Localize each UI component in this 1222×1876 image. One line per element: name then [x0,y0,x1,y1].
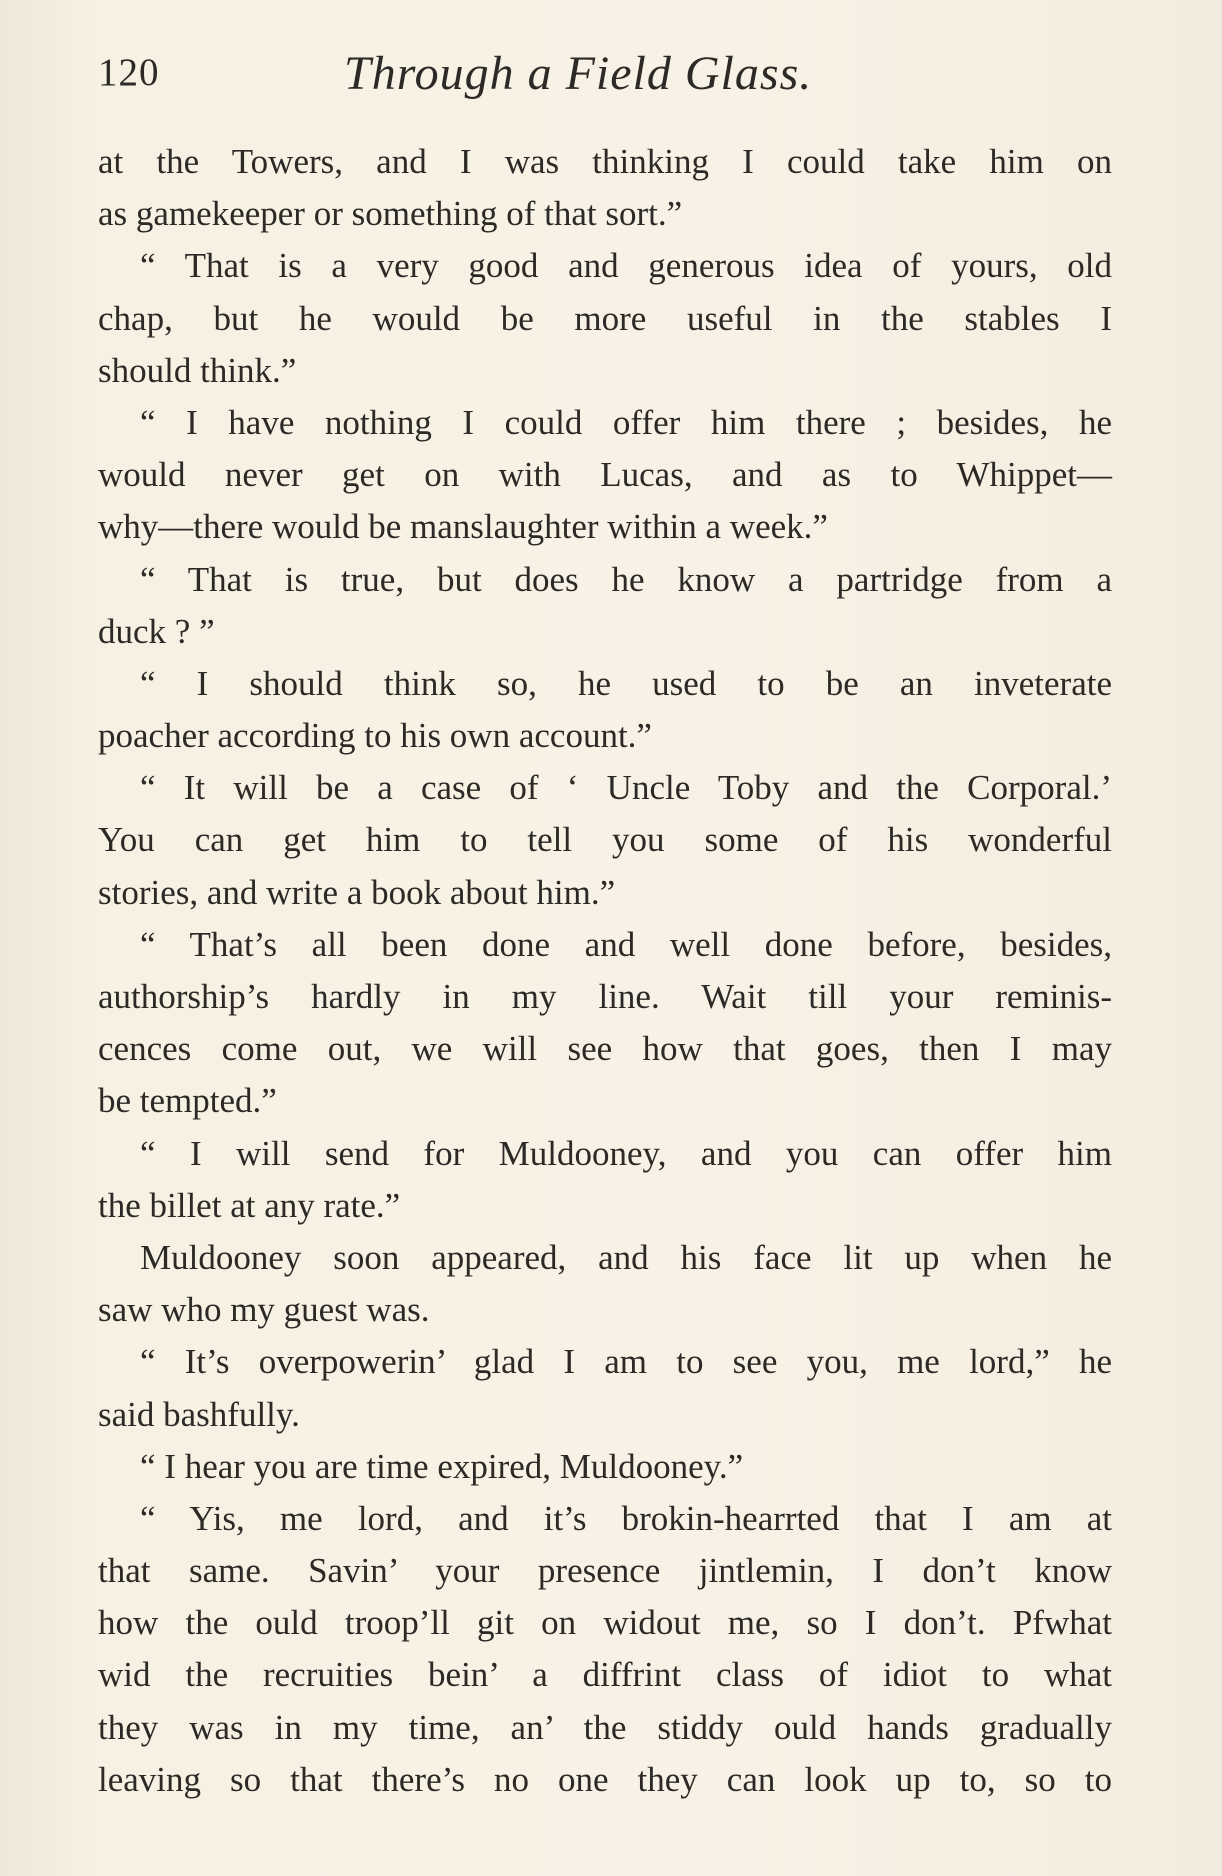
running-title: Through a Field Glass. [344,47,813,100]
text-line: “ That is true, but does he know a partridge from a [140,559,1112,599]
page-number: 120 [98,51,160,94]
text-line: cences come out, we will see how that goes, then I may [98,1029,1112,1069]
text-line: saw who my guest was. [98,1290,430,1330]
text-line: duck ? ” [98,611,215,651]
text-line: said bashfully. [98,1394,300,1434]
text-line: “ Yis, me lord, and it’s brokin-hearrted that I am at [140,1498,1112,1538]
text-line: the billet at any rate.” [98,1185,401,1225]
text-line: how the ould troop’ll git on widout me, so I don’t. Pfwhat [98,1603,1112,1643]
text-line: “ I have nothing I could offer him there ; besides, he [140,402,1112,442]
text-line: “ I should think so, he used to be an inveterate [140,663,1112,703]
text-line: Muldooney soon appeared, and his face lit up when he [140,1237,1112,1277]
text-line: “ That is a very good and generous idea of yours, old [140,246,1112,286]
text-line: as gamekeeper or something of that sort.” [98,194,683,234]
text-line: “ That’s all been done and well done before, besides, [140,924,1112,964]
text-line: at the Towers, and I was thinking I could take him on [98,142,1112,181]
text-line: they was in my time, an’ the stiddy ould hands gradually [98,1707,1112,1747]
text-line: “ I will send for Muldooney, and you can offer him [140,1133,1112,1173]
text-line: that same. Savin’ your presence jintlemin, I don’t know [98,1551,1112,1591]
body-text [98,136,1112,1806]
text-line: “ It’s overpowerin’ glad I am to see you, me lord,” he [140,1342,1112,1382]
text-line: should think.” [98,350,297,390]
page-header [98,46,1108,106]
text-line: why—there would be manslaughter within a week.” [98,507,828,547]
text-line: “ I hear you are time expired, Muldooney.” [140,1446,744,1486]
text-line: authorship’s hardly in my line. Wait till your reminis- [98,977,1112,1016]
text-line: stories, and write a book about him.” [98,872,616,912]
text-line: leaving so that there’s no one they can look up to, so to [98,1759,1112,1799]
text-line: “ It will be a case of ‘ Uncle Toby and the Corporal.’ [140,768,1112,808]
text-line: would never get on with Lucas, and as to Whippet— [98,455,1112,495]
text-line: chap, but he would be more useful in the stables I [98,298,1112,338]
text-line: be tempted.” [98,1081,277,1121]
text-line: poacher according to his own account.” [98,716,652,756]
text-line: wid the recruities bein’ a diffrint class of idiot to what [98,1655,1112,1695]
text-line: You can get him to tell you some of his wonderful [98,820,1112,860]
